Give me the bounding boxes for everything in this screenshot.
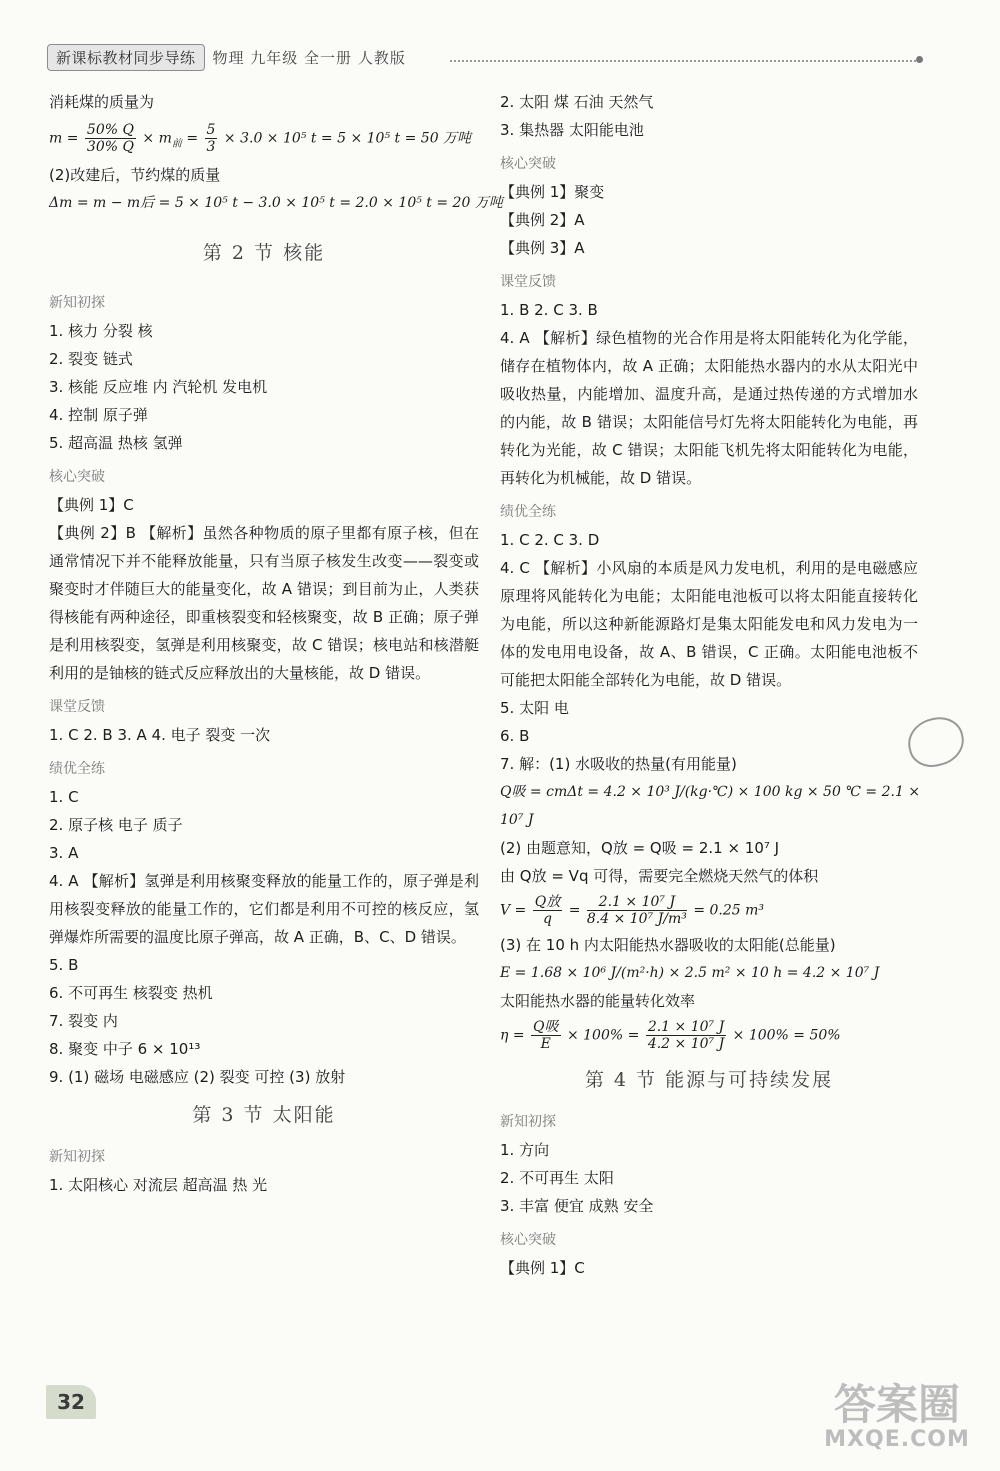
text-line: 消耗煤的质量为 [49,93,155,111]
subsection-heading: 新知初探 [49,295,105,311]
section-title-3: 第 3 节 太阳能 [192,1104,336,1126]
answer-line: 1. C 2. C 3. D [500,531,600,549]
subsection-heading: 课堂反馈 [49,699,105,715]
answer-line: 1. C [49,788,79,806]
answer-line: 2. 太阳 煤 石油 天然气 [500,93,654,111]
answer-line: 2. 原子核 电子 质子 [49,816,183,834]
answer-line: 6. B [500,727,530,745]
subsection-heading: 核心突破 [49,469,105,485]
answer-line: 【典例 1】聚变 [500,183,605,201]
answer-line: 9. (1) 磁场 电磁感应 (2) 裂变 可控 (3) 放射 [49,1068,346,1086]
explanation-paragraph: 4. C 【解析】小风扇的本质是风力发电机，利用的是电磁感应原理将风能转化为电能；太阳能电池板可以将太阳能直接转化为电能，所以这种新能源路灯是集太阳能发电和风力发电为一体的发电用电设备，故 A、B 错误，C 正确。太阳能电池板不可能把太阳能全部转化为电能，故 D 错误。 [500,559,918,689]
answer-line: 1. 方向 [500,1141,550,1159]
efficiency-equation: η = $\frac{\text{Q吸}}{E}$ × 100% = $\frac{\text{2.1 × 10⁷ J}}{\text{4.2 × 10⁷ J}}$ × 100% = 50% [500,1019,841,1052]
right-column [500,88,921,1282]
subsection-heading: 核心突破 [500,1232,556,1248]
text-line: (2)改建后，节约煤的质量 [49,166,221,184]
answer-line: (3) 在 10 h 内太阳能热水器吸收的太阳能(总能量) [500,936,836,954]
subsection-heading: 课堂反馈 [500,274,556,290]
subsection-heading: 绩优全练 [500,504,556,520]
answer-line: 5. 太阳 电 [500,699,569,717]
heat-absorbed-equation: Q吸 = cmΔt = 4.2 × 10³ J/(kg·℃) × 100 kg × 50 ℃ = 2.1 × [500,784,921,800]
page-header [47,44,406,70]
solar-energy-equation: E = 1.68 × 10⁶ J/(m²·h) × 2.5 m² × 10 h = 4.2 × 10⁷ J [500,965,880,981]
subsection-heading: 核心突破 [500,156,556,172]
saved-coal-equation: Δm = m − m后 = 5 × 10⁵ t − 3.0 × 10⁵ t = 2.0 × 10⁵ t = 20 万吨 [49,195,503,211]
answer-line: 太阳能热水器的能量转化效率 [500,992,696,1010]
page-number: 32 [46,1385,96,1419]
heat-absorbed-equation-cont: 10⁷ J [500,812,534,828]
answer-line: 2. 裂变 链式 [49,350,133,368]
answer-line: 4. 控制 原子弹 [49,406,148,424]
left-column [49,88,503,1199]
book-info: 物理 九年级 全一册 人教版 [212,48,406,67]
answer-line: 【典例 2】A [500,211,585,229]
answer-line: 1. B 2. C 3. B [500,301,598,319]
explanation-paragraph: 4. A 【解析】氢弹是利用核聚变释放的能量工作的，原子弹是利用核裂变释放的能量工作的，它们都是利用不可控的核反应，氢弹爆炸所需要的温度比原子弹高，故 A 正确，B、C、D 错误。 [49,872,479,946]
answer-line: 【典例 3】A [500,239,585,257]
subsection-heading: 新知初探 [500,1114,556,1130]
section-title-2: 第 2 节 核能 [202,242,326,264]
answer-line: 1. C 2. B 3. A 4. 电子 裂变 一次 [49,726,271,744]
answer-line: 5. B [49,956,79,974]
answer-line: 由 Q放 = Vq 可得，需要完全燃烧天然气的体积 [500,867,819,885]
answer-line: 7. 解：(1) 水吸收的热量(有用能量) [500,755,737,773]
subsection-heading: 绩优全练 [49,761,105,777]
answer-line: 【典例 1】C [500,1259,585,1277]
answer-line: 1. 太阳核心 对流层 超高温 热 光 [49,1176,268,1194]
watermark-logo: 答案圈 [833,1380,960,1429]
header-dot-ornament [916,56,923,63]
answer-line: (2) 由题意知，Q放 = Q吸 = 2.1 × 10⁷ J [500,839,780,857]
answer-line: 3. 丰富 便宜 成熟 安全 [500,1197,654,1215]
explanation-paragraph: 4. A 【解析】绿色植物的光合作用是将太阳能转化为化学能，储存在植物体内，故 A 正确；太阳能热水器内的水从太阳光中吸收热量，内能增加、温度升高，是通过热传递的方式增加水的内能，故 B 错误；太阳能信号灯先将太阳能转化为电能，再转化为光能，故 C 错误；太阳能飞机先将太阳能转化为电能，再转化为机械能，故 D 错误。 [500,329,918,487]
answer-line: 5. 超高温 热核 氢弹 [49,434,183,452]
watermark-site: MXQE.COM [824,1427,970,1452]
answer-line: 8. 聚变 中子 6 × 10¹³ [49,1040,201,1058]
section-title-4: 第 4 节 能源与可持续发展 [584,1069,834,1091]
answer-line: 3. 核能 反应堆 内 汽轮机 发电机 [49,378,268,396]
subsection-heading: 新知初探 [49,1149,105,1165]
explanation-paragraph: 【典例 2】B 【解析】虽然各种物质的原子里都有原子核，但在通常情况下并不能释放能量，只有当原子核发生改变——裂变或聚变时才伴随巨大的能量变化，故 A 错误；到目前为止，人类获得核能有两种途径，即重核裂变和轻核聚变，故 B 正确；原子弹是利用核裂变，氢弹是利用核聚变，故 C 错误；核电站和核潜艇利用的是铀核的链式反应释放出的大量核能，故 D 错误。 [49,524,479,682]
answer-line: 2. 不可再生 太阳 [500,1169,614,1187]
answer-line: 7. 裂变 内 [49,1012,118,1030]
gas-volume-equation: V = $\frac{\text{Q放}}{q}$ = $\frac{\text{2.1 × 10⁷ J}}{\text{8.4 × 10⁷ J/m³}}$ = 0.25 m³ [500,894,765,927]
series-badge: 新课标教材同步导练 [47,44,205,71]
header-dotted-rule [450,60,920,62]
answer-line: 3. 集热器 太阳能电池 [500,121,644,139]
answer-line: 3. A [49,844,79,862]
watermark [822,1380,972,1463]
coal-mass-equation: m = $\frac{50\% Q}{30\% Q}$ × $m_前$ = $\frac{5}{3}$ × 3.0 × 10⁵ t = 5 × 10⁵ t = 50 万吨 [49,122,472,155]
answer-line: 【典例 1】C [49,496,134,514]
answer-line: 1. 核力 分裂 核 [49,322,153,340]
answer-line: 6. 不可再生 核裂变 热机 [49,984,213,1002]
